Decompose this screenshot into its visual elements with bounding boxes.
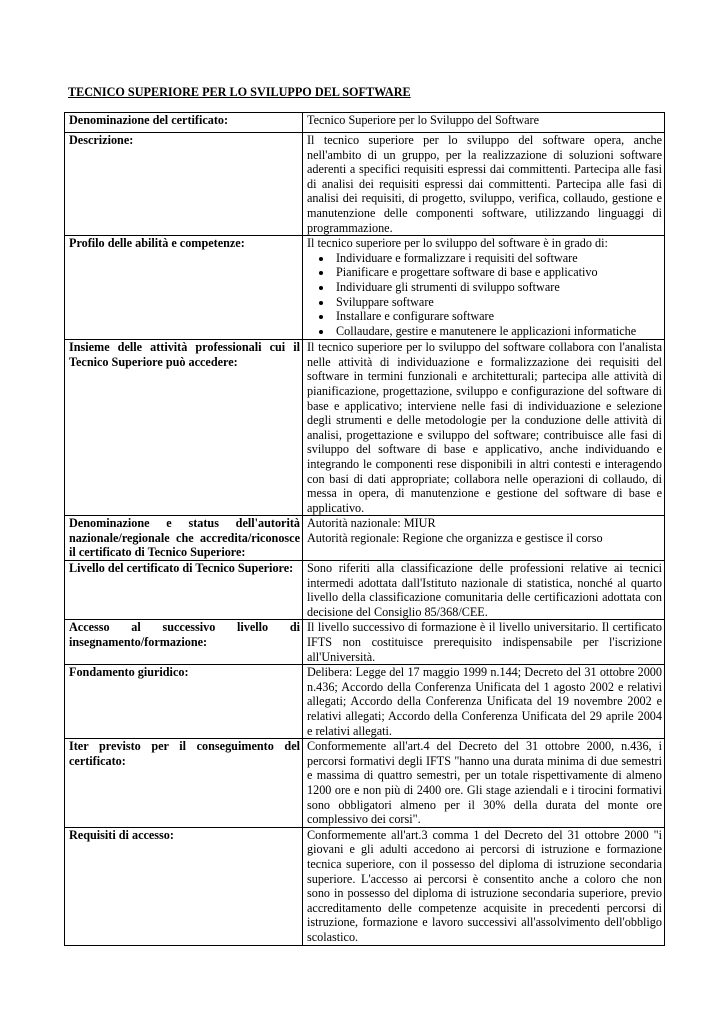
row-value: Delibera: Legge del 17 maggio 1999 n.144; Decreto del 31 ottobre 2000 n.436; Accordo della Conferenza Unificata del 1 agosto 2002 e relativi allegati; Accordo della Conferenza Unificata del 19 novembre 2002 e relativi allegati; Accordo della Conferenza Unificata del 29 aprile 2004 e relativi allegati. <box>303 665 665 739</box>
row-label: Iter previsto per il conseguimento del certificato: <box>65 739 303 828</box>
page-title: TECNICO SUPERIORE PER LO SVILUPPO DEL SOFTWARE <box>68 85 411 99</box>
row-label: Denominazione e status dell'autorità nazionale/regionale che accredita/riconosce il certificato di Tecnico Superiore: <box>65 516 303 561</box>
regional-authority: Autorità regionale: Regione che organizza e gestisce il corso <box>307 530 603 545</box>
table-row <box>65 665 665 739</box>
table-row <box>65 236 665 340</box>
row-value: Il tecnico superiore per lo sviluppo del software collabora con l'analista nelle attività di individuazione e formalizzazione dei requisiti del software in termini funzionali e architetturali; partecipa alle attività di pianificazione, progettazione, sviluppo e configurazione del software di base e applicativo; interviene nelle fasi di individuazione e selezione degli strumenti e delle metodologie per la conduzione delle attività di analisi, progettazione e sviluppo del software; contribuisce alle fasi di sviluppo del software di base e applicativo, anche individuando e integrando le componenti rese disponibili in altri contesti e interagendo con basi di dati appropriate; collabora nelle operazioni di collaudo, di messa in opera, di manutenzione e gestione del software di base e applicativo. <box>303 340 665 516</box>
table-row <box>65 340 665 516</box>
skills-list <box>307 251 662 339</box>
row-value: Tecnico Superiore per lo Sviluppo del Software <box>303 113 665 133</box>
table-row <box>65 113 665 133</box>
row-label: Fondamento giuridico: <box>65 665 303 739</box>
row-label: Insieme delle attività professionali cui il Tecnico Superiore può accedere: <box>65 340 303 516</box>
row-label: Denominazione del certificato: <box>65 113 303 133</box>
row-value: Il tecnico superiore per lo sviluppo del software opera, anche nell'ambito di un gruppo, per la realizzazione di soluzioni software aderenti a specifici requisiti espressi dai committenti. Partecipa alle fasi di analisi dei requisiti espressi dai committenti. Partecipa alle fasi di analisi dei requisiti, di progetto, sviluppo, verifica, collaudo, gestione e manutenzione delle componenti software, utilizzando linguaggi di programmazione. <box>303 133 665 236</box>
row-value <box>303 516 665 561</box>
national-authority: Autorità nazionale: MIUR <box>307 516 436 531</box>
row-value: Conformemente all'art.4 del Decreto del 31 ottobre 2000, n.436, i percorsi formativi degli IFTS "hanno una durata minima di due semestri e massima di quattro semestri, per un totale rispettivamente di almeno 1200 ore e non più di 2400 ore. Gli stage aziendali e i tirocini formativi sono obbligatori almeno per il 30% della durata del monte ore complessivo dei corsi". <box>303 739 665 828</box>
profile-intro: Il tecnico superiore per lo sviluppo del software è in grado di: <box>307 236 608 251</box>
row-label: Requisiti di accesso: <box>65 827 303 945</box>
row-label: Accesso al successivo livello di insegnamento/formazione: <box>65 620 303 665</box>
row-label: Descrizione: <box>65 133 303 236</box>
list-item: • Sviluppare software <box>333 295 662 310</box>
list-item: • Pianificare e progettare software di base e applicativo <box>333 265 662 280</box>
list-item: • Individuare e formalizzare i requisiti del software <box>333 251 662 266</box>
row-value: Conformemente all'art.3 comma 1 del Decreto del 31 ottobre 2000 "i giovani e gli adulti accedono ai percorsi di istruzione e formazione tecnica superiore, con il possesso del diploma di istruzione secondaria superiore. L'accesso ai percorsi è consentito anche a coloro che non sono in possesso del diploma di istruzione secondaria superiore, previo accreditamento delle competenze acquisite in precedenti percorsi di istruzione, formazione e lavoro successivi all'assolvimento dell'obbligo scolastico. <box>303 827 665 945</box>
table-row <box>65 133 665 236</box>
list-item: • Collaudare, gestire e manutenere le applicazioni informatiche <box>333 324 662 339</box>
list-item: • Individuare gli strumenti di sviluppo software <box>333 280 662 295</box>
table-row <box>65 827 665 945</box>
certificate-table <box>64 112 665 946</box>
table-row <box>65 739 665 828</box>
table-row <box>65 561 665 620</box>
row-value: Sono riferiti alla classificazione delle professioni relative ai tecnici intermedi adottata dall'Istituto nazionale di statistica, nonché al quarto livello della classificazione comunitaria delle certificazioni adottata con decisione del Consiglio 85/368/CEE. <box>303 561 665 620</box>
row-value <box>303 236 665 340</box>
table-row <box>65 620 665 665</box>
row-label: Livello del certificato di Tecnico Superiore: <box>65 561 303 620</box>
table-row <box>65 516 665 561</box>
row-value: Il livello successivo di formazione è il livello universitario. Il certificato IFTS non costituisce prerequisito indispensabile per l'iscrizione all'Università. <box>303 620 665 665</box>
row-label: Profilo delle abilità e competenze: <box>65 236 303 340</box>
list-item: • Installare e configurare software <box>333 309 662 324</box>
